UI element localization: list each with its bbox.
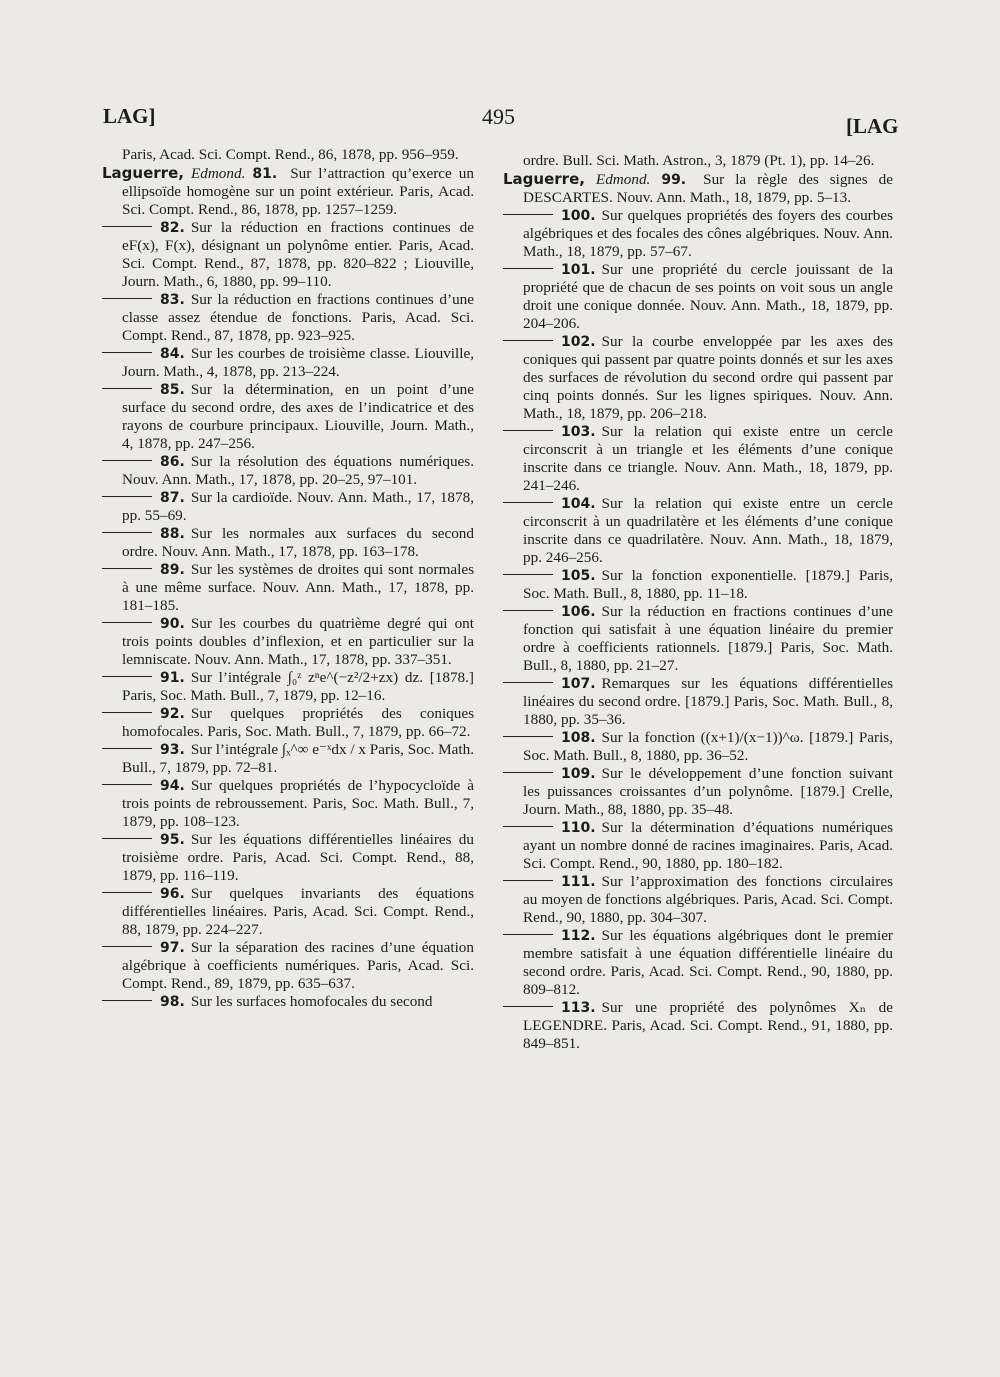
bibliography-entry xyxy=(503,567,893,603)
entry-text: Sur la séparation des racines d’une équation algébrique à coefficients numériques. Paris, Acad. Sci. Compt. Rend., 89, 1879, pp. 635–637. xyxy=(122,939,474,992)
entry-dash xyxy=(102,712,152,713)
entry-dash xyxy=(503,934,553,935)
entry-number: 93. xyxy=(160,742,185,758)
bibliography-entry xyxy=(102,777,474,831)
bibliography-entry xyxy=(503,765,893,819)
bibliography-entry xyxy=(503,495,893,567)
bibliography-entry xyxy=(503,207,893,261)
entry-text: Sur la détermination, en un point d’une surface du second ordre, des axes de l’indicatrice et des rayons de courbure principaux. Liouville, Journ. Math., 4, 1878, pp. 247–256. xyxy=(122,381,474,452)
author-surname: Laguerre, xyxy=(102,164,184,182)
entry-number: 104. xyxy=(561,496,596,512)
entry-dash xyxy=(102,388,152,389)
entry-dash xyxy=(102,568,152,569)
bibliography-entry xyxy=(102,381,474,453)
entry-number: 107. xyxy=(561,676,596,692)
entry-number: 84. xyxy=(160,346,185,362)
entry-number: 81. xyxy=(252,166,278,182)
entry-text: Remarques sur les équations différentielles linéaires du second ordre. [1879.] Paris, Soc. Math. Bull., 8, 1880, pp. 35–36. xyxy=(523,675,893,728)
bibliography-entry xyxy=(102,345,474,381)
entry-dash xyxy=(102,1000,152,1001)
entry-dash xyxy=(503,574,553,575)
bibliography-entry xyxy=(102,831,474,885)
entry-number: 111. xyxy=(561,874,596,890)
entry-number: 82. xyxy=(160,220,185,236)
entry-dash xyxy=(102,226,152,227)
entry-number: 88. xyxy=(160,526,185,542)
entry-text: Sur l’intégrale ∫₀ᶻ zⁿe^(−z²/2+zx) dz. [1878.] Paris, Soc. Math. Bull., 7, 1879, pp. 12–16. xyxy=(122,669,474,704)
entry-text: Sur l’intégrale ∫ₓ^∞ e⁻ˣdx / x Paris, Soc. Math. Bull., 7, 1879, pp. 72–81. xyxy=(122,741,474,776)
author-given-name: Edmond. xyxy=(584,171,662,188)
entry-number: 94. xyxy=(160,778,185,794)
bibliography-entry xyxy=(102,219,474,291)
bibliography-entry xyxy=(102,146,474,164)
entry-text: Sur quelques propriétés de l’hypocycloïde à trois points de rebroussement. Paris, Soc. Math. Bull., 7, 1879, pp. 108–123. xyxy=(122,777,474,830)
bibliography-entry xyxy=(503,333,893,423)
left-column xyxy=(102,146,474,1011)
entry-dash xyxy=(102,784,152,785)
entry-number: 83. xyxy=(160,292,185,308)
entry-number: 87. xyxy=(160,490,185,506)
entry-number: 92. xyxy=(160,706,185,722)
entry-text: Sur la cardioïde. Nouv. Ann. Math., 17, 1878, pp. 55–69. xyxy=(122,489,474,524)
bibliography-entry xyxy=(503,729,893,765)
entry-text: ordre. Bull. Sci. Math. Astron., 3, 1879 (Pt. 1), pp. 14–26. xyxy=(523,152,875,169)
bibliography-entry xyxy=(102,705,474,741)
entry-text: Sur une propriété du cercle jouissant de la propriété que de chacun de ses points on voit sous un angle droit une conique donnée. Nouv. Ann. Math., 18, 1879, pp. 204–206. xyxy=(523,261,893,332)
entry-dash xyxy=(503,772,553,773)
entry-text: Sur quelques propriétés des foyers des courbes algébriques et des focales des cônes algébriques. Nouv. Ann. Math., 18, 1879, pp. 57–67. xyxy=(523,207,893,260)
entry-text: Sur les équations différentielles linéaires du troisième ordre. Paris, Acad. Sci. Compt. Rend., 88, 1879, pp. 116–119. xyxy=(122,831,474,884)
entry-text: Sur la réduction en fractions continues d’une classe assez étendue de fonctions. Paris, Acad. Sci. Compt. Rend., 87, 1878, pp. 923–925. xyxy=(122,291,474,344)
entry-dash xyxy=(102,496,152,497)
entry-text: Sur l’attraction qu’exerce un ellipsoïde homogène sur un point extérieur. Paris, Acad. Sci. Compt. Rend., 86, 1878, pp. 1257–1259. xyxy=(122,165,474,218)
entry-number: 101. xyxy=(561,262,596,278)
entry-number: 90. xyxy=(160,616,185,632)
entry-text: Sur la réduction en fractions continues de eF(x), F(x), désignant un polynôme entier. Paris, Acad. Sci. Compt. Rend., 87, 1878, pp. 820–822 ; Liouville, Journ. Math., 6, 1880, pp. 99–110. xyxy=(122,219,474,290)
entry-text: Sur quelques propriétés des coniques homofocales. Paris, Soc. Math. Bull., 7, 1879, pp. 66–72. xyxy=(122,705,474,740)
bibliography-entry xyxy=(102,525,474,561)
bibliography-entry xyxy=(503,170,893,207)
bibliography-entry xyxy=(102,164,474,219)
entry-text: Sur la courbe enveloppée par les axes des coniques qui passent par quatre points donnés et sur les axes des surfaces de révolution du second ordre qui passent par cinq points donnés. Sur les lignes spiriques. Nouv. Ann. Math., 18, 1879, pp. 206–218. xyxy=(523,333,893,422)
bibliography-entry xyxy=(102,453,474,489)
bibliography-entry xyxy=(503,927,893,999)
entry-text: Sur la détermination d’équations numériques ayant un nombre donné de racines imaginaires. Paris, Acad. Sci. Compt. Rend., 90, 1880, pp. 180–182. xyxy=(523,819,893,872)
entry-text: Sur l’approximation des fonctions circulaires au moyen de fonctions algébriques. Paris, Acad. Sci. Compt. Rend., 90, 1880, pp. 304–307. xyxy=(523,873,893,926)
entry-dash xyxy=(102,352,152,353)
entry-dash xyxy=(503,1006,553,1007)
entry-number: 97. xyxy=(160,940,185,956)
entry-number: 102. xyxy=(561,334,596,350)
entry-dash xyxy=(102,838,152,839)
entry-dash xyxy=(503,610,553,611)
bibliography-entry xyxy=(503,603,893,675)
entry-number: 106. xyxy=(561,604,596,620)
entry-dash xyxy=(102,748,152,749)
entry-dash xyxy=(102,946,152,947)
entry-dash xyxy=(102,532,152,533)
bibliography-entry xyxy=(503,423,893,495)
entry-number: 96. xyxy=(160,886,185,902)
entry-text: Sur quelques invariants des équations différentielles linéaires. Paris, Acad. Sci. Compt. Rend., 88, 1879, pp. 224–227. xyxy=(122,885,474,938)
author-given-name: Edmond. xyxy=(183,165,253,182)
entry-number: 103. xyxy=(561,424,596,440)
bibliography-entry xyxy=(503,819,893,873)
entry-text: Sur la fonction exponentielle. [1879.] Paris, Soc. Math. Bull., 8, 1880, pp. 11–18. xyxy=(523,567,893,602)
running-head-right: [LAG xyxy=(846,114,899,138)
entry-number: 100. xyxy=(561,208,596,224)
bibliography-entry xyxy=(102,741,474,777)
entry-dash xyxy=(503,340,553,341)
bibliography-entry xyxy=(503,999,893,1053)
bibliography-entry xyxy=(503,261,893,333)
entry-text: Sur une propriété des polynômes Xₙ de LEGENDRE. Paris, Acad. Sci. Compt. Rend., 91, 1880, pp. 849–851. xyxy=(523,999,893,1052)
entry-dash xyxy=(503,880,553,881)
entry-text: Sur la réduction en fractions continues d’une fonction qui satisfait à une équation linéaire du premier ordre à coefficients rationnels. [1879.] Paris, Soc. Math. Bull., 8, 1880, pp. 21–27. xyxy=(523,603,893,674)
entry-number: 108. xyxy=(561,730,596,746)
bibliography-entry xyxy=(503,152,893,170)
entry-dash xyxy=(503,826,553,827)
entry-number: 89. xyxy=(160,562,185,578)
entry-text: Sur les équations algébriques dont le premier membre satisfait à une équation différentielle linéaire du second ordre. Paris, Acad. Sci. Compt. Rend., 90, 1880, pp. 809–812. xyxy=(523,927,893,998)
bibliography-entry xyxy=(102,669,474,705)
entry-number: 99. xyxy=(661,172,687,188)
bibliography-entry xyxy=(503,873,893,927)
entry-number: 91. xyxy=(160,670,185,686)
entry-number: 85. xyxy=(160,382,185,398)
entry-text: Sur la règle des signes de DESCARTES. Nouv. Ann. Math., 18, 1879, pp. 5–13. xyxy=(523,171,893,206)
bibliography-entry xyxy=(102,885,474,939)
entry-number: 86. xyxy=(160,454,185,470)
entry-text: Sur les surfaces homofocales du second xyxy=(190,993,433,1010)
entry-dash xyxy=(503,214,553,215)
entry-text: Sur les systèmes de droites qui sont normales à une même surface. Nouv. Ann. Math., 17, 1878, pp. 181–185. xyxy=(122,561,474,614)
bibliography-entry xyxy=(102,489,474,525)
entry-text: Sur la relation qui existe entre un cercle circonscrit à un quadrilatère et les éléments d’une conique inscrite dans ce quadrilatère. Nouv. Ann. Math., 18, 1879, pp. 246–256. xyxy=(523,495,893,566)
entry-number: 113. xyxy=(561,1000,596,1016)
entry-text: Sur la résolution des équations numériques. Nouv. Ann. Math., 17, 1878, pp. 20–25, 97–101. xyxy=(122,453,474,488)
bibliography-entry xyxy=(102,993,474,1011)
author-surname: Laguerre, xyxy=(503,170,585,188)
entry-text: Sur la relation qui existe entre un cercle circonscrit à un triangle et les éléments d’une conique inscrite dans ce triangle. Nouv. Ann. Math., 18, 1879, pp. 241–246. xyxy=(523,423,893,494)
bibliography-entry xyxy=(102,291,474,345)
entry-text: Paris, Acad. Sci. Compt. Rend., 86, 1878, pp. 956–959. xyxy=(122,146,459,163)
entry-number: 95. xyxy=(160,832,185,848)
entry-dash xyxy=(503,502,553,503)
page-number: 495 xyxy=(482,104,515,129)
entry-text: Sur les normales aux surfaces du second ordre. Nouv. Ann. Math., 17, 1878, pp. 163–178. xyxy=(122,525,474,560)
entry-text: Sur la fonction ((x+1)/(x−1))^ω. [1879.] Paris, Soc. Math. Bull., 8, 1880, pp. 36–52. xyxy=(523,729,893,764)
entry-dash xyxy=(102,892,152,893)
entry-number: 110. xyxy=(561,820,596,836)
bibliography-entry xyxy=(102,561,474,615)
entry-dash xyxy=(102,298,152,299)
entry-dash xyxy=(503,268,553,269)
running-head-left: LAG] xyxy=(103,104,156,128)
entry-text: Sur les courbes du quatrième degré qui ont trois points doubles d’inflexion, et en particulier sur la lemniscate. Nouv. Ann. Math., 17, 1878, pp. 337–351. xyxy=(122,615,474,668)
entry-number: 109. xyxy=(561,766,596,782)
bibliography-entry xyxy=(102,615,474,669)
right-column xyxy=(503,152,893,1053)
entry-dash xyxy=(503,430,553,431)
entry-number: 98. xyxy=(160,994,185,1010)
bibliography-entry xyxy=(102,939,474,993)
entry-dash xyxy=(503,682,553,683)
entry-text: Sur les courbes de troisième classe. Liouville, Journ. Math., 4, 1878, pp. 213–224. xyxy=(122,345,474,380)
entry-text: Sur le développement d’une fonction suivant les puissances croissantes d’un polynôme. [1879.] Crelle, Journ. Math., 88, 1880, pp. 35–48. xyxy=(523,765,893,818)
entry-dash xyxy=(102,622,152,623)
entry-dash xyxy=(503,736,553,737)
entry-dash xyxy=(102,460,152,461)
entry-number: 112. xyxy=(561,928,596,944)
entry-dash xyxy=(102,676,152,677)
bibliography-entry xyxy=(503,675,893,729)
entry-number: 105. xyxy=(561,568,596,584)
